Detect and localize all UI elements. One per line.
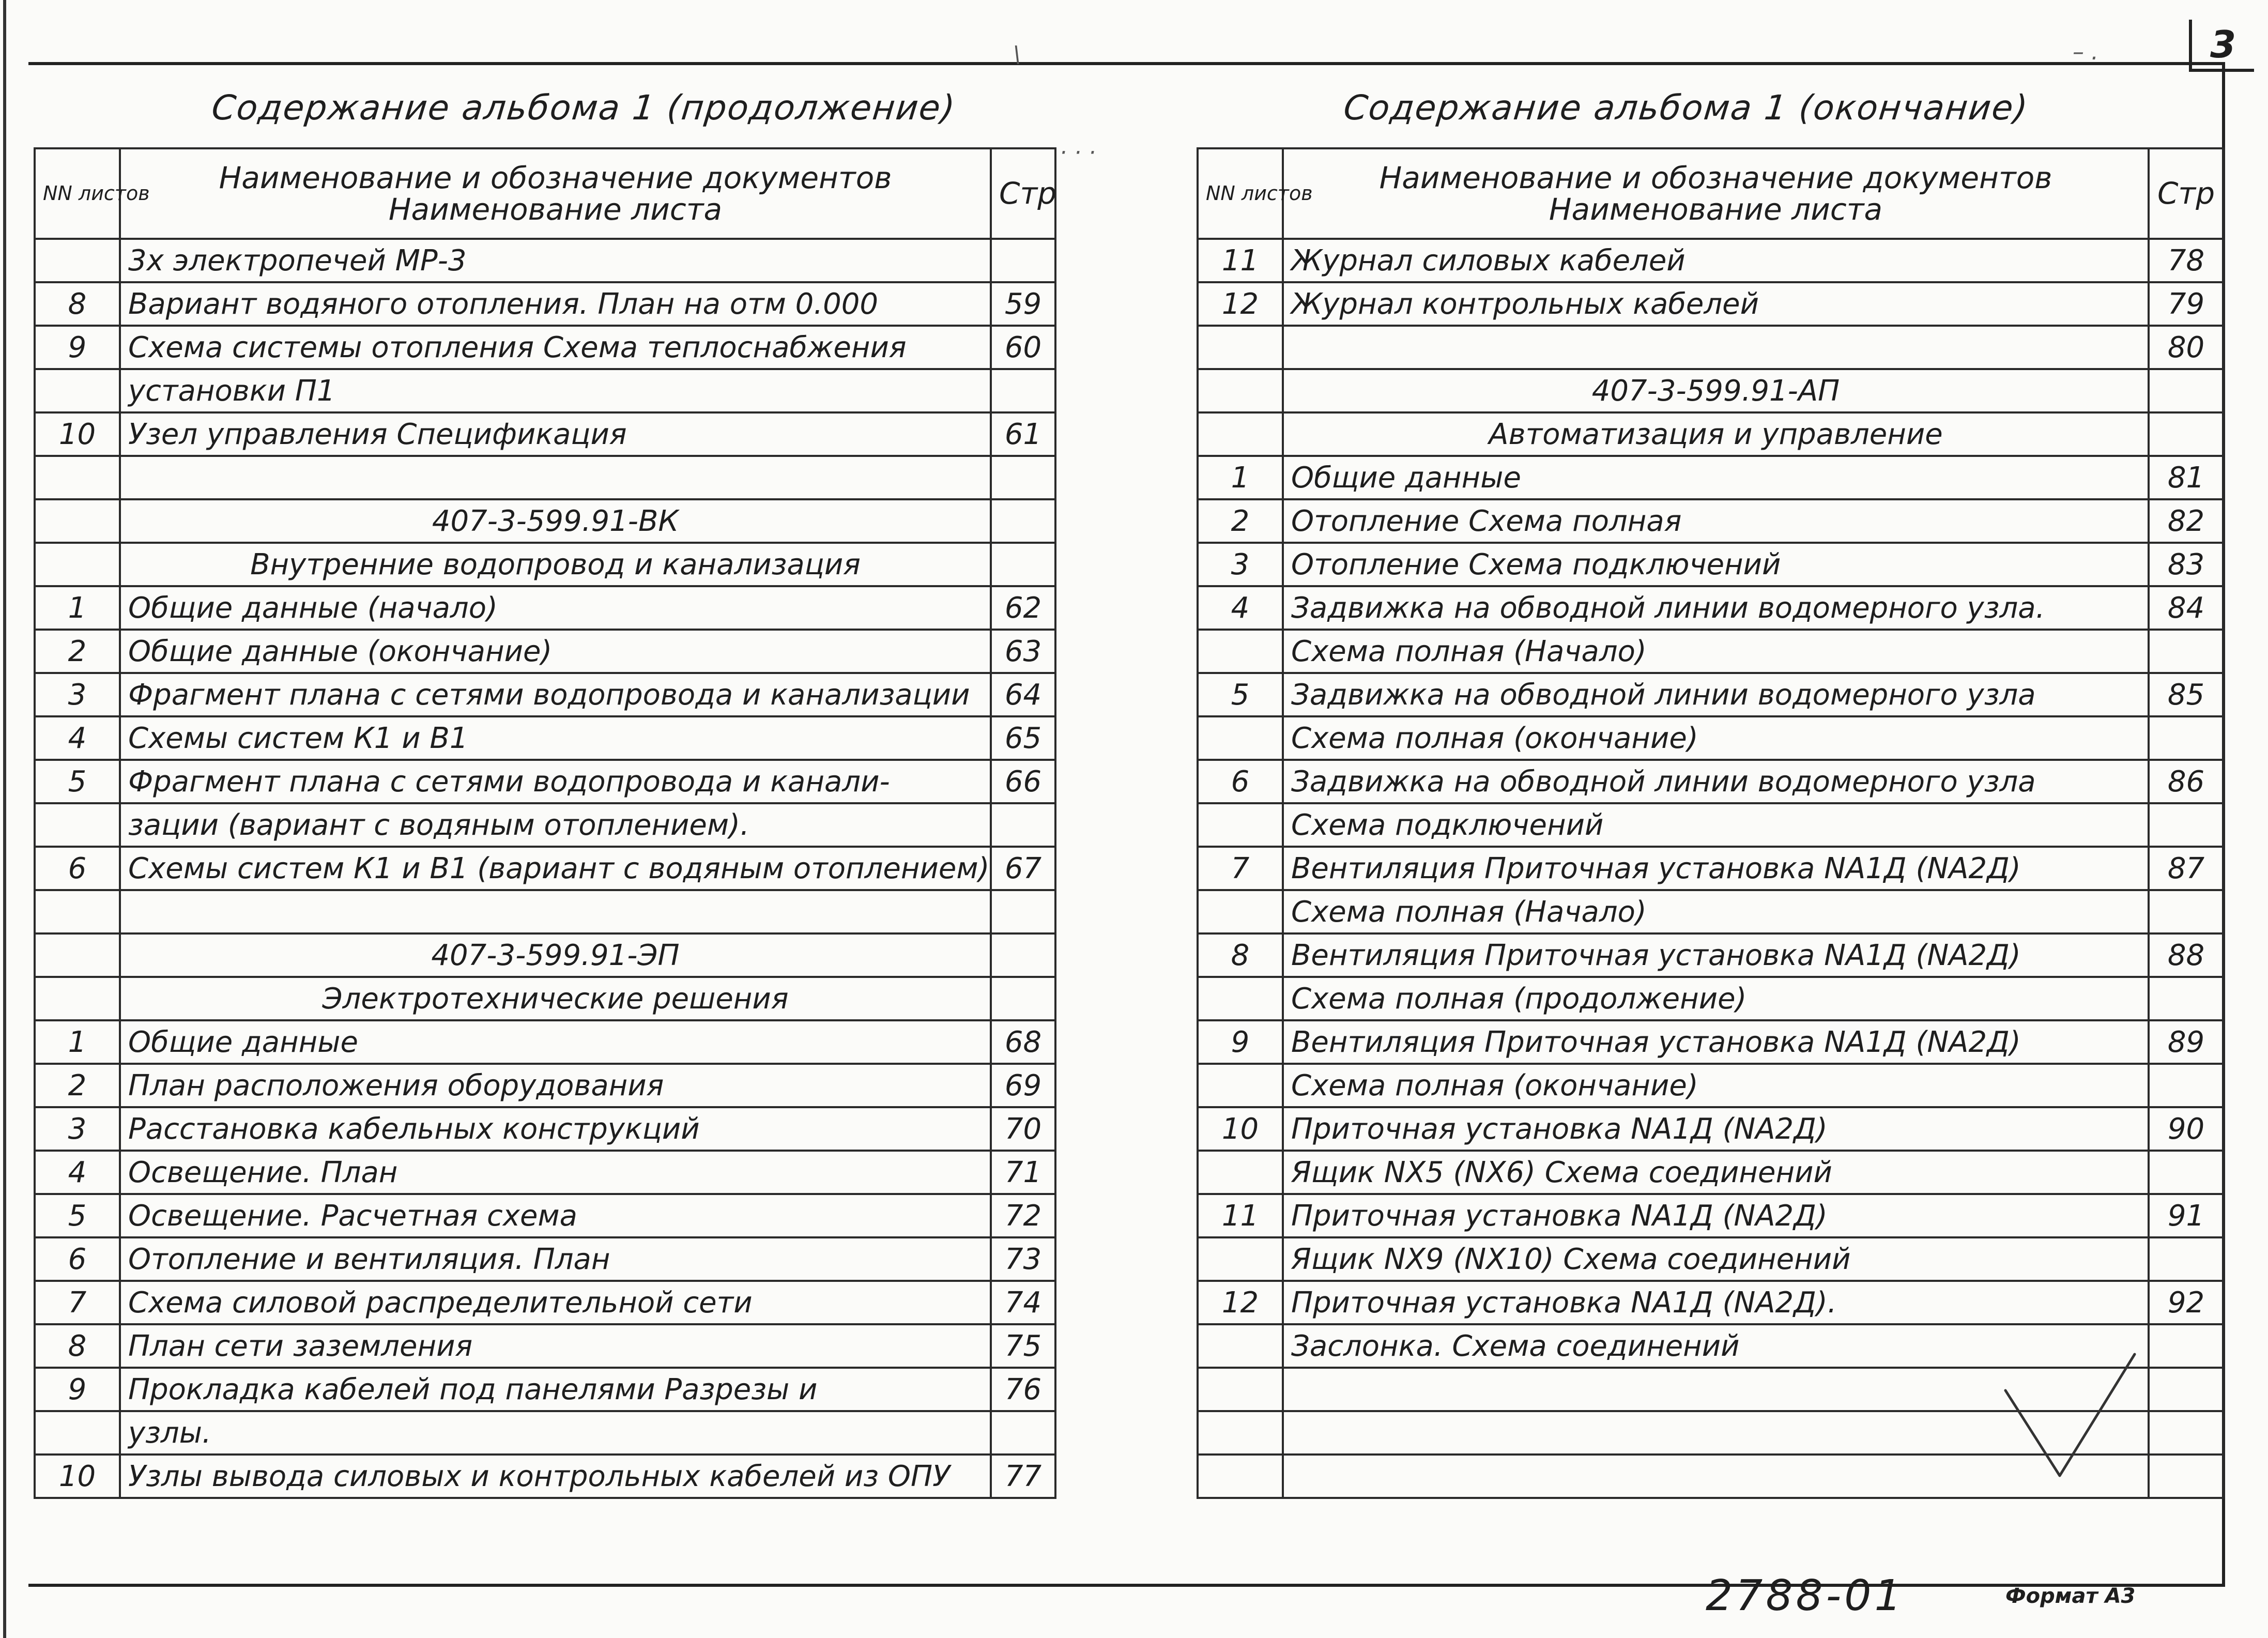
table-row <box>1198 1281 2224 1324</box>
col-header-name <box>1283 148 2149 239</box>
col-header-page: Стр <box>2149 148 2224 239</box>
sheet-name-cell: Общие данные (окончание) <box>120 630 991 673</box>
table-row <box>1198 1237 2224 1281</box>
page-cell: 80 <box>2149 326 2224 369</box>
sheet-number-cell <box>1198 1368 1283 1411</box>
sheet-number-cell <box>1198 977 1283 1020</box>
table-row <box>35 412 1055 456</box>
sheet-name-cell: Схема полная (Начало) <box>1283 890 2149 933</box>
page-cell: 74 <box>991 1281 1055 1324</box>
page-cell <box>2149 1151 2224 1194</box>
sheet-number-cell: 12 <box>1198 282 1283 326</box>
sheet-number-cell <box>1198 1064 1283 1107</box>
sheet-number-cell <box>1198 326 1283 369</box>
sheet-name-cell: Схема подключений <box>1283 803 2149 847</box>
scan-artifact: \ <box>1013 41 1021 68</box>
table-row <box>1198 499 2224 543</box>
sheet-name-cell: установки П1 <box>120 369 991 412</box>
page-cell: 76 <box>991 1368 1055 1411</box>
sheet-name-cell: узлы. <box>120 1411 991 1455</box>
table-row <box>35 1324 1055 1368</box>
table-row <box>35 1237 1055 1281</box>
table-row <box>35 673 1055 716</box>
sheet-name-cell <box>120 890 991 933</box>
sheet-number-cell: 4 <box>35 1151 120 1194</box>
page-cell <box>2149 630 2224 673</box>
page-number: 3 <box>2189 20 2254 72</box>
sheet-name-cell: Вариант водяного отопления. План на отм 0.000 <box>120 282 991 326</box>
page-cell: 72 <box>991 1194 1055 1237</box>
table-row <box>35 282 1055 326</box>
page-cell <box>2149 890 2224 933</box>
sheet-number-cell: 6 <box>35 847 120 890</box>
col-header-name-line1: Наименование и обозначение документов <box>219 160 892 195</box>
sheet-number-cell: 9 <box>35 326 120 369</box>
sheet-name-cell: 3х электропечей МР-3 <box>120 239 991 282</box>
table-row <box>35 890 1055 933</box>
sheet-name-cell: Ящик NX5 (NX6) Схема соединений <box>1283 1151 2149 1194</box>
sheet-number-cell: 11 <box>1198 1194 1283 1237</box>
page-cell: 73 <box>991 1237 1055 1281</box>
sheet-name-cell: Отопление Схема полная <box>1283 499 2149 543</box>
sheet-number-cell: 3 <box>35 1107 120 1151</box>
table-row <box>1198 803 2224 847</box>
table-row <box>35 369 1055 412</box>
col-header-name-line2: Наименование листа <box>388 191 723 227</box>
page-cell <box>991 456 1055 499</box>
table-row <box>1198 847 2224 890</box>
page-cell: 69 <box>991 1064 1055 1107</box>
sheet-number-cell <box>35 803 120 847</box>
page-cell: 70 <box>991 1107 1055 1151</box>
col-header-page: Стр <box>991 148 1055 239</box>
page-cell <box>991 499 1055 543</box>
page-cell <box>2149 1237 2224 1281</box>
sheet-number-cell: 3 <box>35 673 120 716</box>
page-cell <box>991 933 1055 977</box>
page-cell: 81 <box>2149 456 2224 499</box>
table-row <box>1198 1107 2224 1151</box>
sheet-number-cell <box>35 977 120 1020</box>
sheet-number-cell: 6 <box>1198 760 1283 803</box>
page-cell <box>991 977 1055 1020</box>
table-row <box>35 1064 1055 1107</box>
sheet-number-cell <box>1198 1411 1283 1455</box>
right-contents-table <box>1197 147 2225 1499</box>
page-cell <box>2149 803 2224 847</box>
sheet-name-cell: Вентиляция Приточная установка NA1Д (NA2Д) <box>1283 847 2149 890</box>
table-row <box>35 1368 1055 1411</box>
sheet-number-cell: 2 <box>35 630 120 673</box>
sheet-number-cell: 4 <box>35 716 120 760</box>
sheet-number-cell: 7 <box>1198 847 1283 890</box>
sheet-number-cell: 6 <box>35 1237 120 1281</box>
sheet-name-cell: Узлы вывода силовых и контрольных кабелей из ОПУ <box>120 1455 991 1498</box>
col-header-sheet-number: NN листов <box>1198 148 1283 239</box>
sheet-number-cell <box>1198 369 1283 412</box>
sheet-name-cell: Фрагмент плана с сетями водопровода и канали- <box>120 760 991 803</box>
sheet-number-cell <box>35 890 120 933</box>
page-cell <box>2149 1324 2224 1368</box>
sheet-number-cell: 1 <box>1198 456 1283 499</box>
scan-artifact: · · · <box>1060 140 1096 166</box>
sheet-name-cell: Электротехнические решения <box>120 977 991 1020</box>
table-row <box>35 1455 1055 1498</box>
sheet-number-cell: 5 <box>35 1194 120 1237</box>
sheet-name-cell: Внутренние водопровод и канализация <box>120 543 991 586</box>
table-row <box>1198 369 2224 412</box>
table-row <box>35 1411 1055 1455</box>
sheet-number-cell: 10 <box>1198 1107 1283 1151</box>
sheet-name-cell: Приточная установка NA1Д (NA2Д) <box>1283 1194 2149 1237</box>
page-cell: 90 <box>2149 1107 2224 1151</box>
table-row <box>35 326 1055 369</box>
sheet-name-cell <box>1283 326 2149 369</box>
sheet-name-cell: Схема полная (окончание) <box>1283 1064 2149 1107</box>
sheet-name-cell: Вентиляция Приточная установка NA1Д (NA2Д) <box>1283 933 2149 977</box>
page-cell: 61 <box>991 412 1055 456</box>
sheet-number-cell <box>1198 803 1283 847</box>
sheet-number-cell <box>35 456 120 499</box>
sheet-number-cell: 1 <box>35 586 120 630</box>
page-cell <box>2149 716 2224 760</box>
sheet-number-cell: 5 <box>1198 673 1283 716</box>
page-cell: 62 <box>991 586 1055 630</box>
sheet-number-cell <box>1198 412 1283 456</box>
sheet-name-cell: Заслонка. Схема соединений <box>1283 1324 2149 1368</box>
page-cell: 79 <box>2149 282 2224 326</box>
sheet-name-cell: Освещение. План <box>120 1151 991 1194</box>
sheet-number-cell: 11 <box>1198 239 1283 282</box>
page-cell <box>2149 1411 2224 1455</box>
page-cell: 78 <box>2149 239 2224 282</box>
page-cell: 60 <box>991 326 1055 369</box>
sheet-number-cell: 7 <box>35 1281 120 1324</box>
sheet-name-cell: Схемы систем К1 и В1 <box>120 716 991 760</box>
page-cell <box>2149 369 2224 412</box>
table-row <box>35 933 1055 977</box>
table-row <box>35 1151 1055 1194</box>
sheet-name-cell: Отопление и вентиляция. План <box>120 1237 991 1281</box>
col-header-name <box>120 148 991 239</box>
left-section-title: Содержание альбома 1 (продолжение) <box>209 88 958 128</box>
page-cell: 84 <box>2149 586 2224 630</box>
sheet-name-cell: Общие данные <box>1283 456 2149 499</box>
sheet-number-cell: 10 <box>35 1455 120 1498</box>
sheet-number-cell: 12 <box>1198 1281 1283 1324</box>
sheet-number-cell <box>1198 630 1283 673</box>
sheet-left-edge <box>3 0 6 1638</box>
page-cell <box>2149 977 2224 1020</box>
sheet-name-cell: 407-3-599.91-ЭП <box>120 933 991 977</box>
sheet-name-cell: Задвижка на обводной линии водомерного узла <box>1283 673 2149 716</box>
sheet-number-cell <box>35 933 120 977</box>
table-row <box>1198 239 2224 282</box>
sheet-name-cell: Приточная установка NA1Д (NA2Д). <box>1283 1281 2149 1324</box>
sheet-number-cell: 8 <box>35 1324 120 1368</box>
table-row <box>1198 282 2224 326</box>
page-cell: 82 <box>2149 499 2224 543</box>
table-row <box>35 239 1055 282</box>
table-row <box>1198 586 2224 630</box>
page-cell: 66 <box>991 760 1055 803</box>
page-cell: 86 <box>2149 760 2224 803</box>
sheet-name-cell: Схема системы отопления Схема теплоснабжения <box>120 326 991 369</box>
table-row <box>1198 716 2224 760</box>
right-section-title: Содержание альбома 1 (окончание) <box>1341 88 2031 128</box>
page-cell: 63 <box>991 630 1055 673</box>
table-row <box>1198 890 2224 933</box>
sheet-number-cell: 1 <box>35 1020 120 1064</box>
sheet-name-cell: Общие данные <box>120 1020 991 1064</box>
table-row <box>1198 977 2224 1020</box>
table-row <box>1198 1020 2224 1064</box>
sheet-name-cell: Автоматизация и управление <box>1283 412 2149 456</box>
sheet-number-cell <box>1198 890 1283 933</box>
sheet-name-cell: Схема полная (окончание) <box>1283 716 2149 760</box>
col-header-name-line2: Наименование листа <box>1549 191 1883 227</box>
sheet-number-cell <box>35 499 120 543</box>
sheet-number-cell: 8 <box>35 282 120 326</box>
page-cell <box>991 369 1055 412</box>
sheet-number-cell <box>1198 1324 1283 1368</box>
page-cell: 71 <box>991 1151 1055 1194</box>
sheet-number-cell <box>1198 1237 1283 1281</box>
table-row <box>1198 933 2224 977</box>
page-cell <box>991 890 1055 933</box>
page-cell: 92 <box>2149 1281 2224 1324</box>
sheet-name-cell: Отопление Схема подключений <box>1283 543 2149 586</box>
sheet-number-cell: 2 <box>1198 499 1283 543</box>
table-row <box>35 543 1055 586</box>
table-row <box>1198 456 2224 499</box>
sheet-name-cell: Схема силовой распределительной сети <box>120 1281 991 1324</box>
table-row <box>35 1107 1055 1151</box>
page-cell <box>2149 412 2224 456</box>
page-cell <box>2149 1064 2224 1107</box>
page-cell <box>991 543 1055 586</box>
table-row <box>35 499 1055 543</box>
sheet-number-cell: 9 <box>35 1368 120 1411</box>
table-row <box>35 1281 1055 1324</box>
page-cell <box>991 239 1055 282</box>
format-label: Формат А3 <box>2005 1584 2136 1608</box>
sheet-name-cell: 407-3-599.91-АП <box>1283 369 2149 412</box>
page-cell: 91 <box>2149 1194 2224 1237</box>
sheet-name-cell: Ящик NX9 (NX10) Схема соединений <box>1283 1237 2149 1281</box>
table-row <box>1198 412 2224 456</box>
table-row <box>1198 1194 2224 1237</box>
sheet-name-cell <box>120 456 991 499</box>
sheet-number-cell <box>35 1411 120 1455</box>
sheet-number-cell: 10 <box>35 412 120 456</box>
sheet-name-cell: Прокладка кабелей под панелями Разрезы и <box>120 1368 991 1411</box>
page-cell <box>2149 1368 2224 1411</box>
table-row <box>35 1020 1055 1064</box>
col-header-name-line1: Наименование и обозначение документов <box>1379 160 2052 195</box>
table-row <box>1198 543 2224 586</box>
sheet-name-cell: Схема полная (Начало) <box>1283 630 2149 673</box>
table-row <box>35 630 1055 673</box>
sheet-name-cell: План расположения оборудования <box>120 1064 991 1107</box>
page-cell <box>991 1411 1055 1455</box>
page-cell <box>991 803 1055 847</box>
table-row <box>1198 1151 2224 1194</box>
page-cell: 59 <box>991 282 1055 326</box>
col-header-sheet-number: NN листов <box>35 148 120 239</box>
sheet-number-cell: 9 <box>1198 1020 1283 1064</box>
sheet-number-cell: 5 <box>35 760 120 803</box>
table-row <box>35 847 1055 890</box>
table-row <box>1198 630 2224 673</box>
sheet-number-cell <box>1198 716 1283 760</box>
table-row <box>35 977 1055 1020</box>
table-row <box>35 1194 1055 1237</box>
sheet-number-cell <box>1198 1455 1283 1498</box>
page-cell: 68 <box>991 1020 1055 1064</box>
page-cell: 65 <box>991 716 1055 760</box>
checkmark-icon <box>2000 1344 2145 1489</box>
sheet-number-cell <box>35 369 120 412</box>
document-number: 2788-01 <box>1706 1571 1905 1620</box>
sheet-name-cell: 407-3-599.91-ВК <box>120 499 991 543</box>
sheet-name-cell: Освещение. Расчетная схема <box>120 1194 991 1237</box>
page-cell: 85 <box>2149 673 2224 716</box>
table-row <box>1198 1064 2224 1107</box>
scan-artifact: – . <box>2073 39 2098 65</box>
sheet-name-cell: Задвижка на обводной линии водомерного узла <box>1283 760 2149 803</box>
sheet-number-cell: 3 <box>1198 543 1283 586</box>
sheet-number-cell <box>35 239 120 282</box>
sheet-number-cell: 8 <box>1198 933 1283 977</box>
sheet-name-cell: Схемы систем К1 и В1 (вариант с водяным отоплением) <box>120 847 991 890</box>
sheet-number-cell: 4 <box>1198 586 1283 630</box>
table-row <box>35 586 1055 630</box>
sheet-name-cell: Приточная установка NA1Д (NA2Д) <box>1283 1107 2149 1151</box>
page-cell: 64 <box>991 673 1055 716</box>
table-row <box>35 456 1055 499</box>
sheet-number-cell: 2 <box>35 1064 120 1107</box>
page-cell: 77 <box>991 1455 1055 1498</box>
page-cell: 67 <box>991 847 1055 890</box>
page-cell: 89 <box>2149 1020 2224 1064</box>
table-row <box>1198 673 2224 716</box>
page-cell <box>2149 1455 2224 1498</box>
left-contents-table <box>34 147 1056 1499</box>
sheet-name-cell: Журнал силовых кабелей <box>1283 239 2149 282</box>
table-row <box>35 803 1055 847</box>
table-row <box>1198 760 2224 803</box>
sheet-name-cell: Расстановка кабельных конструкций <box>120 1107 991 1151</box>
sheet-name-cell: зации (вариант с водяным отоплением). <box>120 803 991 847</box>
sheet-name-cell: Вентиляция Приточная установка NA1Д (NA2Д) <box>1283 1020 2149 1064</box>
table-row <box>35 716 1055 760</box>
sheet-name-cell: Журнал контрольных кабелей <box>1283 282 2149 326</box>
table-row <box>1198 326 2224 369</box>
sheet-name-cell: Задвижка на обводной линии водомерного узла. <box>1283 586 2149 630</box>
sheet-name-cell: Схема полная (продолжение) <box>1283 977 2149 1020</box>
sheet-name-cell: Общие данные (начало) <box>120 586 991 630</box>
page-cell: 87 <box>2149 847 2224 890</box>
sheet-number-cell <box>1198 1151 1283 1194</box>
sheet-name-cell: Фрагмент плана с сетями водопровода и канализации <box>120 673 991 716</box>
page-cell: 75 <box>991 1324 1055 1368</box>
page-cell: 83 <box>2149 543 2224 586</box>
sheet-name-cell: План сети заземления <box>120 1324 991 1368</box>
sheet-number-cell <box>35 543 120 586</box>
sheet-name-cell: Узел управления Спецификация <box>120 412 991 456</box>
table-row <box>35 760 1055 803</box>
page-cell: 88 <box>2149 933 2224 977</box>
